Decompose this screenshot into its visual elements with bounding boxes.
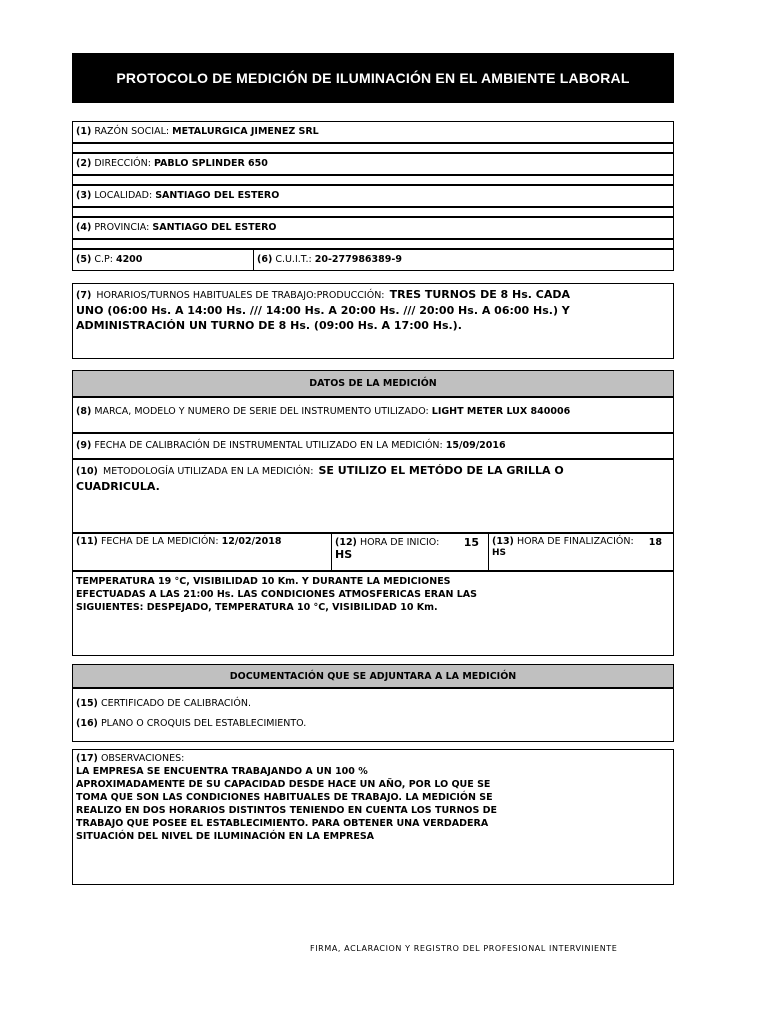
field-value: SE UTILIZO EL METÓDO DE LA GRILLA O (318, 464, 564, 477)
field-value: 4200 (115, 254, 143, 265)
field-number: (16) (76, 718, 98, 729)
field-value: LIGHT METER LUX 840006 (431, 406, 571, 417)
field-number: (11) (76, 536, 98, 547)
observaciones-line: TOMA QUE SON LAS CONDICIONES HABITUALES DE TRABAJO. LA MEDICIÓN SE (76, 792, 493, 803)
condiciones-line: TEMPERATURA 19 °C, VISIBILIDAD 10 Km. Y DURANTE LA MEDICIONES (76, 576, 451, 587)
spacer-row (72, 239, 674, 249)
field-label: MARCA, MODELO Y NUMERO DE SERIE DEL INSTRUMENTO UTILIZADO: (94, 406, 429, 417)
field-number: (15) (76, 698, 98, 709)
field-horarios (72, 283, 674, 359)
field-condiciones (72, 571, 674, 656)
field-value: SANTIAGO DEL ESTERO (155, 190, 280, 201)
field-label: RAZÓN SOCIAL: (94, 126, 170, 137)
documentacion-list (72, 688, 674, 742)
field-fecha-medicion (72, 533, 332, 571)
field-number: (12) (335, 537, 357, 548)
firma-label: FIRMA, ACLARACION Y REGISTRO DEL PROFESIONAL INTERVINIENTE (310, 944, 618, 953)
field-label: HORARIOS/TURNOS HABITUALES DE TRABAJO:PRODUCCIÓN: (96, 290, 385, 301)
section-header-documentacion: DOCUMENTACIÓN QUE SE ADJUNTARA A LA MEDICIÓN (72, 664, 674, 688)
field-number: (6) (257, 254, 273, 265)
field-value: 15/09/2016 (445, 440, 506, 451)
field-number: (7) (76, 290, 92, 301)
field-value: SANTIAGO DEL ESTERO (152, 222, 277, 233)
field-label: HORA DE INICIO: (359, 537, 440, 548)
documentacion-item (76, 718, 670, 729)
spacer-row (72, 207, 674, 217)
field-cp (72, 249, 254, 271)
field-number: (17) (76, 753, 98, 764)
field-value: 15 (463, 536, 479, 549)
field-number: (13) (492, 536, 514, 547)
page-title: PROTOCOLO DE MEDICIÓN DE ILUMINACIÓN EN EL AMBIENTE LABORAL (72, 53, 674, 103)
field-value: TRES TURNOS DE 8 Hs. CADA (389, 288, 571, 301)
field-number: (9) (76, 440, 92, 451)
field-number: (10) (76, 466, 98, 477)
field-direccion (72, 153, 674, 175)
observaciones-line: APROXIMADAMENTE DE SU CAPACIDAD DESDE HACE UN AÑO, POR LO QUE SE (76, 779, 491, 790)
field-label: CERTIFICADO DE CALIBRACIÓN. (100, 698, 251, 709)
field-label: PLANO O CROQUIS DEL ESTABLECIMIENTO. (100, 718, 307, 729)
field-value-line: ADMINISTRACIÓN UN TURNO DE 8 Hs. (09:00 Hs. A 17:00 Hs.). (76, 319, 462, 332)
field-label: C.P: (94, 254, 113, 265)
field-number: (4) (76, 222, 92, 233)
field-label: FECHA DE CALIBRACIÓN DE INSTRUMENTAL UTILIZADO EN LA MEDICIÓN: (94, 440, 443, 451)
spacer-row (72, 175, 674, 185)
field-metodologia (72, 459, 674, 533)
field-razon-social (72, 121, 674, 143)
field-value-line: CUADRICULA. (76, 480, 160, 493)
section-header-medicion: DATOS DE LA MEDICIÓN (72, 370, 674, 397)
field-number: (1) (76, 126, 92, 137)
field-provincia (72, 217, 674, 239)
observaciones-line: SITUACIÓN DEL NIVEL DE ILUMINACIÓN EN LA EMPRESA (76, 831, 375, 842)
field-calibracion (72, 433, 674, 459)
field-instrumento (72, 397, 674, 433)
field-label: METODOLOGÍA UTILIZADA EN LA MEDICIÓN: (103, 466, 314, 477)
condiciones-line: EFECTUADAS A LAS 21:00 Hs. LAS CONDICIONES ATMOSFERICAS ERAN LAS (76, 589, 477, 600)
field-unit: HS (335, 548, 353, 561)
field-value: 20-277986389-9 (314, 254, 402, 265)
field-hora-fin (488, 533, 674, 571)
spacer-row (72, 143, 674, 153)
observaciones-line: LA EMPRESA SE ENCUENTRA TRABAJANDO A UN 100 % (76, 766, 368, 777)
field-label: PROVINCIA: (94, 222, 150, 233)
field-label: DIRECCIÓN: (94, 158, 151, 169)
field-observaciones (72, 749, 674, 885)
field-number: (2) (76, 158, 92, 169)
field-value: 12/02/2018 (221, 536, 282, 547)
documentacion-item (76, 698, 670, 709)
field-label: FECHA DE LA MEDICIÓN: (100, 536, 219, 547)
field-localidad (72, 185, 674, 207)
field-value: METALURGICA JIMENEZ SRL (172, 126, 319, 137)
field-value-line: UNO (06:00 Hs. A 14:00 Hs. /// 14:00 Hs. A 20:00 Hs. /// 20:00 Hs. A 06:00 Hs.) Y (76, 304, 570, 317)
field-value: 18 (648, 537, 662, 548)
field-label: C.U.I.T.: (275, 254, 312, 265)
field-number: (3) (76, 190, 92, 201)
observaciones-line: TRABAJO QUE POSEE EL ESTABLECIMIENTO. PARA OBTENER UNA VERDADERA (76, 818, 489, 829)
field-value: PABLO SPLINDER 650 (153, 158, 268, 169)
field-unit: HS (492, 548, 507, 558)
condiciones-line: SIGUIENTES: DESPEJADO, TEMPERATURA 10 °C, VISIBILIDAD 10 Km. (76, 602, 438, 613)
field-label: HORA DE FINALIZACIÓN: (516, 536, 634, 547)
field-label: LOCALIDAD: (94, 190, 153, 201)
field-number: (5) (76, 254, 92, 265)
observaciones-line: REALIZO EN DOS HORARIOS DISTINTOS TENIENDO EN CUENTA LOS TURNOS DE (76, 805, 498, 816)
field-number: (8) (76, 406, 92, 417)
field-cuit (253, 249, 674, 271)
field-hora-inicio (331, 533, 489, 571)
field-label: OBSERVACIONES: (100, 753, 185, 764)
